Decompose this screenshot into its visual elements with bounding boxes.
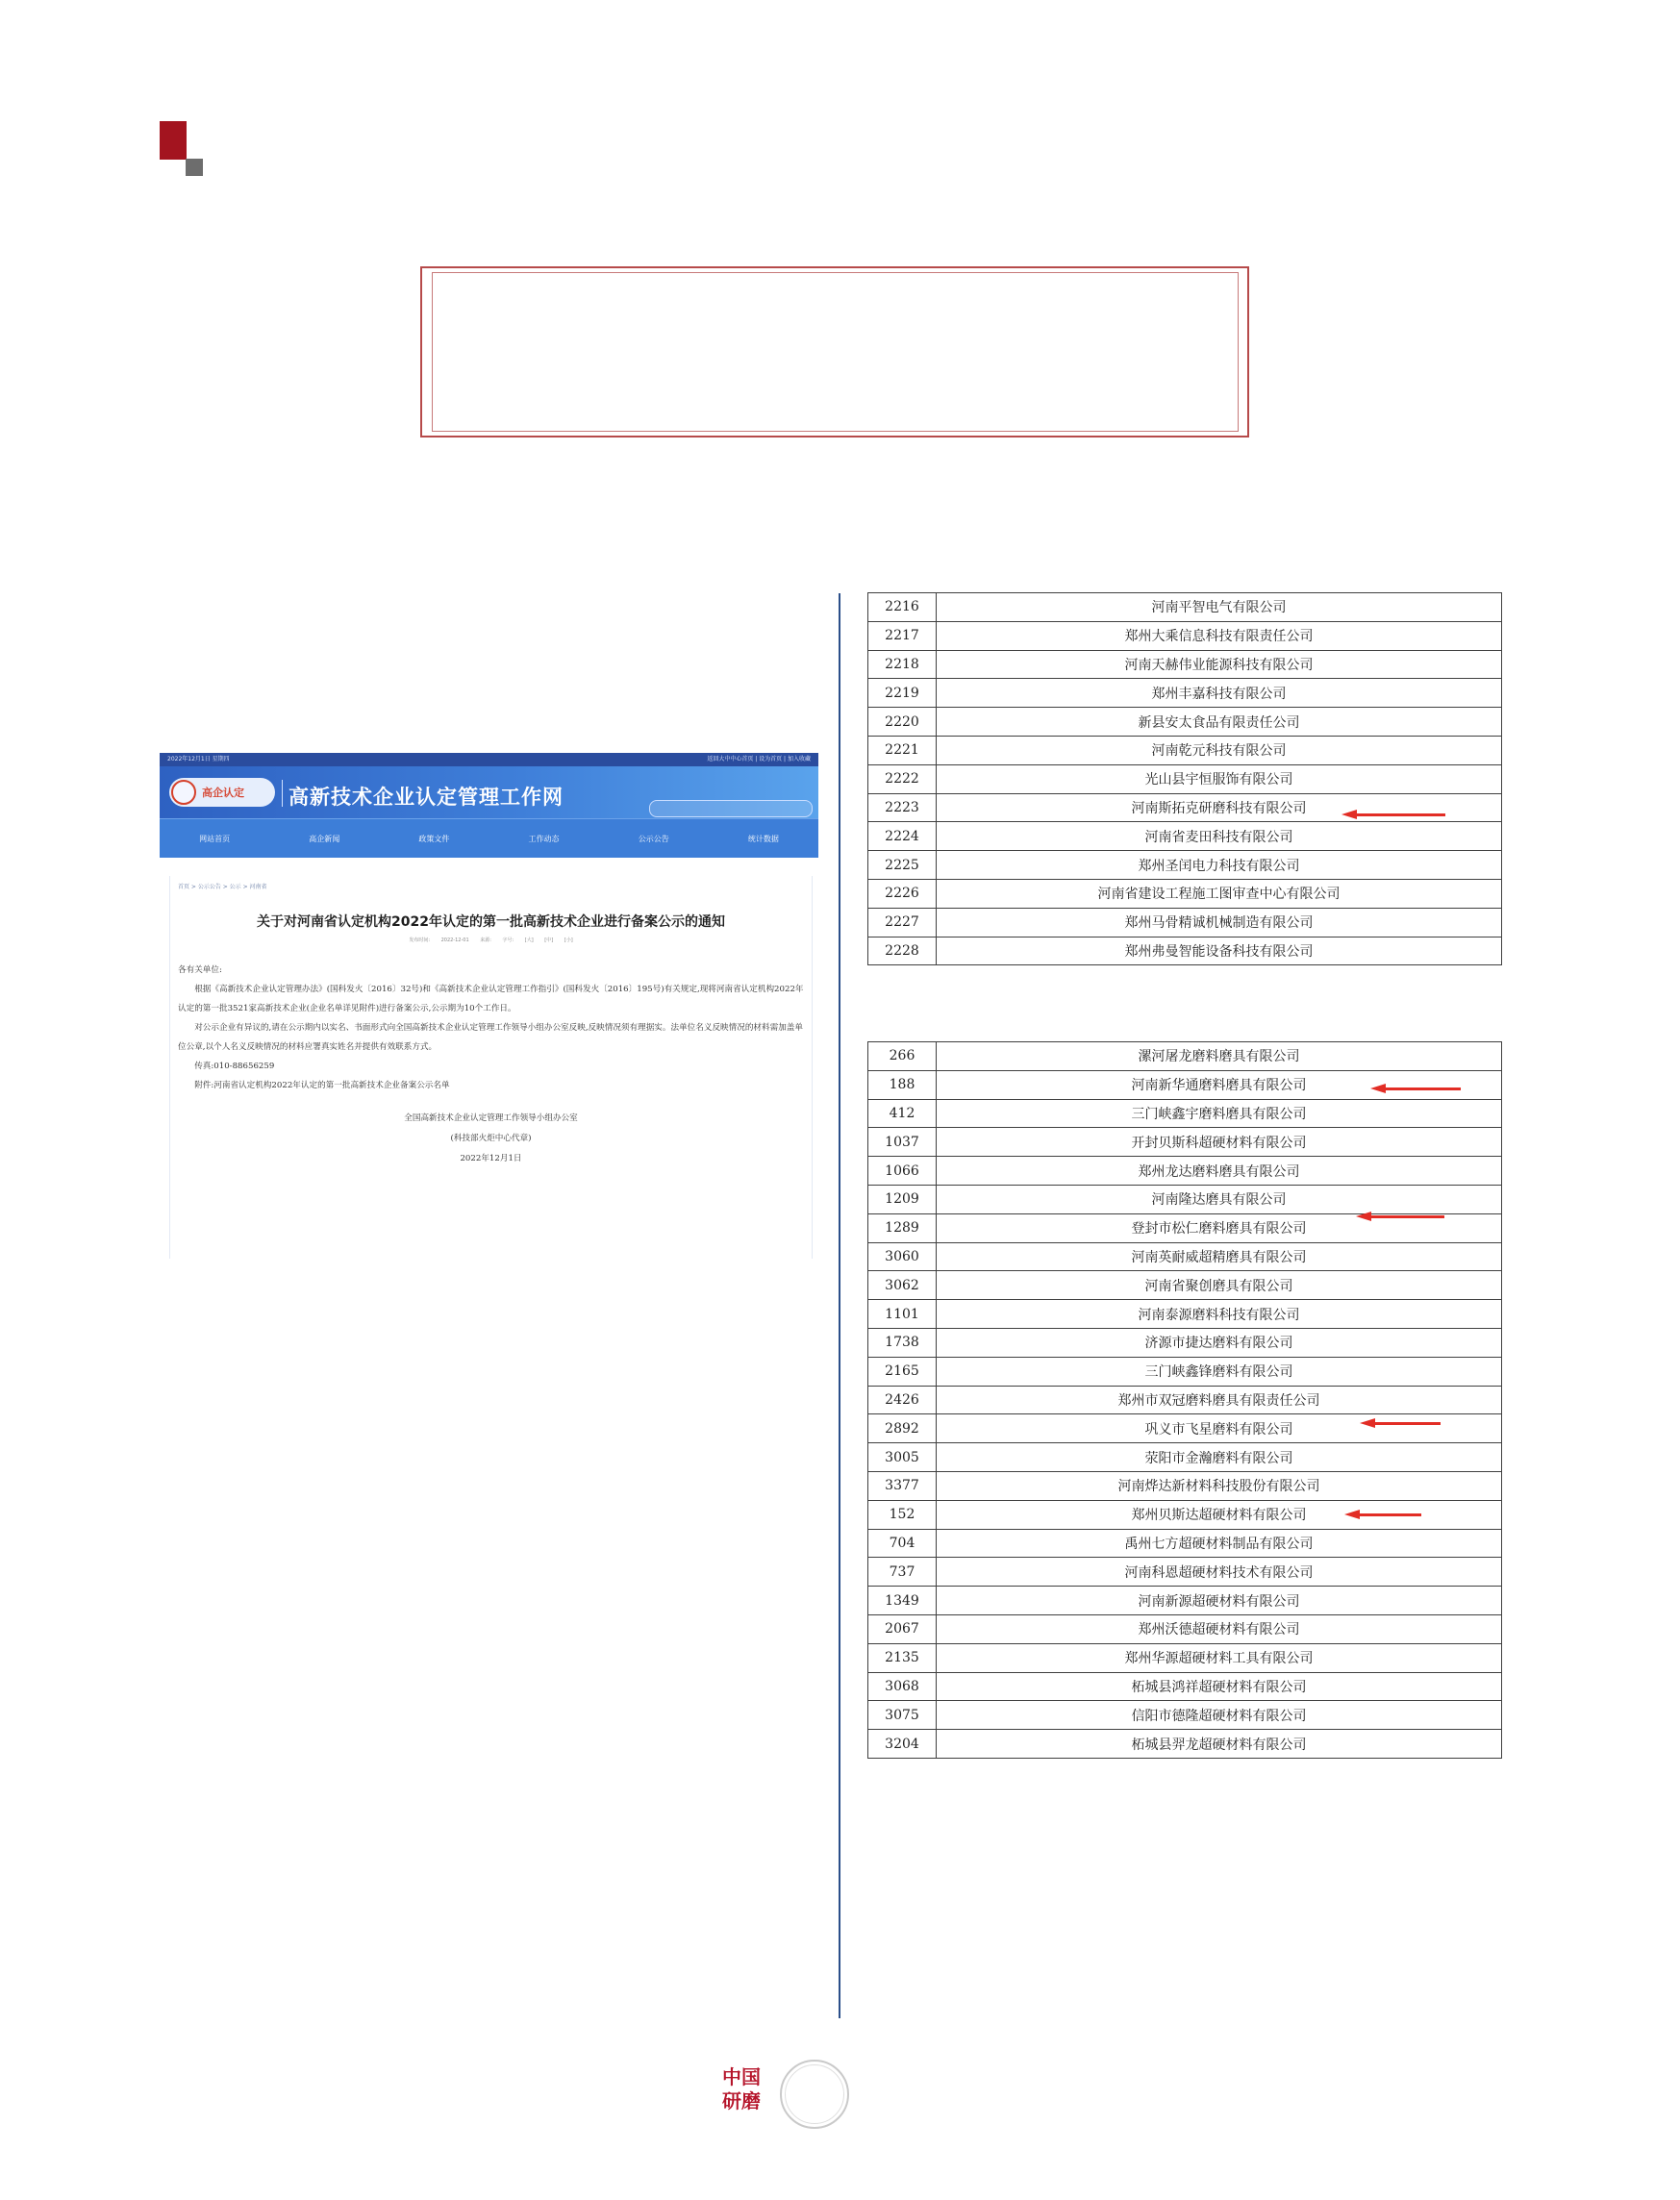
nav-item-work[interactable]: 工作动态 — [528, 834, 560, 843]
site-search-input[interactable] — [649, 800, 813, 817]
article-attachment[interactable]: 附件:河南省认定机构2022年认定的第一批高新技术企业备案公示名单 — [194, 1081, 450, 1090]
company-name: 郑州大乘信息科技有限责任公司 — [937, 621, 1502, 650]
table-row — [868, 1587, 1502, 1615]
article-fax: 传真:010-88656259 — [194, 1062, 275, 1071]
row-number: 2226 — [868, 879, 937, 908]
company-table-top — [867, 592, 1502, 965]
table-row — [868, 679, 1502, 708]
row-number: 266 — [868, 1042, 937, 1071]
article-signature — [170, 1109, 812, 1169]
row-number: 3062 — [868, 1271, 937, 1300]
company-name: 河南英耐威超精磨具有限公司 — [937, 1242, 1502, 1271]
footer-logo-line2: 研磨 — [722, 2089, 761, 2112]
footer-ring-inner-icon — [785, 2064, 844, 2124]
row-number: 2216 — [868, 593, 937, 622]
breadcrumb[interactable]: 首页 > 公示公告 > 公示 > 河南省 — [178, 884, 267, 890]
footer-logo-line1: 中国 — [722, 2065, 761, 2088]
signature-date: 2022年12月1日 — [460, 1154, 522, 1163]
row-number: 1037 — [868, 1128, 937, 1157]
nav-item-policy[interactable]: 政策文件 — [418, 834, 450, 843]
company-name: 河南新华通磨料磨具有限公司 — [937, 1070, 1502, 1099]
article-meta — [170, 937, 812, 943]
table-row — [868, 1300, 1502, 1329]
row-number: 1101 — [868, 1300, 937, 1329]
highlight-arrow — [1370, 1080, 1461, 1097]
table-row — [868, 1128, 1502, 1157]
table-row — [868, 1614, 1502, 1643]
row-number: 3060 — [868, 1242, 937, 1271]
table-row — [868, 1701, 1502, 1730]
site-title: 高新技术企业认定管理工作网 — [288, 785, 564, 809]
company-name: 河南隆达磨具有限公司 — [937, 1185, 1502, 1213]
row-number: 2225 — [868, 851, 937, 880]
table-row — [868, 1471, 1502, 1500]
table-row — [868, 1157, 1502, 1186]
company-name: 河南斯拓克研磨科技有限公司 — [937, 793, 1502, 822]
site-toplinks[interactable]: 返回大中中心首页 | 设为首页 | 加入收藏 — [707, 756, 811, 762]
company-name: 巩义市飞星磨料有限公司 — [937, 1414, 1502, 1443]
company-name: 柘城县羿龙超硬材料有限公司 — [937, 1730, 1502, 1759]
article-salutation: 各有关单位: — [178, 965, 222, 975]
row-number: 2221 — [868, 736, 937, 764]
table-row — [868, 650, 1502, 679]
company-name: 郑州圣闰电力科技有限公司 — [937, 851, 1502, 880]
row-number: 412 — [868, 1099, 937, 1128]
row-number: 2892 — [868, 1414, 937, 1443]
logo-text: 高企认定 — [202, 787, 244, 799]
row-number: 1066 — [868, 1157, 937, 1186]
table-row — [868, 1643, 1502, 1672]
table-row — [868, 1558, 1502, 1587]
company-name: 郑州丰嘉科技有限公司 — [937, 679, 1502, 708]
site-logo[interactable] — [169, 778, 275, 807]
company-name: 郑州市双冠磨料磨具有限责任公司 — [937, 1386, 1502, 1414]
company-name: 郑州华源超硬材料工具有限公司 — [937, 1643, 1502, 1672]
company-name: 河南科恩超硬材料技术有限公司 — [937, 1558, 1502, 1587]
row-number: 2426 — [868, 1386, 937, 1414]
company-name: 济源市捷达磨料有限公司 — [937, 1328, 1502, 1357]
signature-office: 全国高新技术企业认定管理工作领导小组办公室 — [404, 1113, 578, 1123]
row-number: 2228 — [868, 937, 937, 965]
logo-emblem-icon — [171, 780, 196, 805]
row-number: 3005 — [868, 1443, 937, 1472]
table-row — [868, 1042, 1502, 1071]
company-name: 河南烨达新材料科技股份有限公司 — [937, 1471, 1502, 1500]
company-name: 郑州弗曼智能设备科技有限公司 — [937, 937, 1502, 965]
table-row — [868, 736, 1502, 764]
table-row — [868, 764, 1502, 793]
company-name: 河南省麦田科技有限公司 — [937, 822, 1502, 851]
company-name: 河南省建设工程施工图审查中心有限公司 — [937, 879, 1502, 908]
row-number: 3068 — [868, 1672, 937, 1701]
site-topbar — [160, 753, 818, 766]
table-row — [868, 937, 1502, 965]
corner-marker-red — [160, 121, 187, 160]
signature-seal-note: (科技部火炬中心代章) — [450, 1134, 532, 1143]
site-date: 2022年12月1日 星期四 — [167, 756, 230, 762]
company-name: 三门峡鑫宇磨料磨具有限公司 — [937, 1099, 1502, 1128]
website-screenshot — [160, 753, 818, 1259]
row-number: 1349 — [868, 1587, 937, 1615]
company-name: 荥阳市金瀚磨料有限公司 — [937, 1443, 1502, 1472]
company-name: 河南泰源磨料科技有限公司 — [937, 1300, 1502, 1329]
nav-item-news[interactable]: 高企新闻 — [309, 834, 340, 843]
article-meta-fontsize[interactable]: 字号: [大] [中] [小] — [502, 938, 573, 943]
nav-item-stats[interactable]: 统计数据 — [747, 834, 779, 843]
company-name: 新县安太食品有限责任公司 — [937, 708, 1502, 737]
company-name: 河南乾元科技有限公司 — [937, 736, 1502, 764]
article-paragraph: 对公示企业有异议的,请在公示期内以实名、书面形式向全国高新技术企业认定管理工作领导小组办公室反映,反映情况须有理据实。法单位名义反映情况的材料需加盖单位公章,以个人名义反映情况的材料应署真实姓名并提供有效联系方式。 — [178, 1023, 803, 1052]
nav-item-home[interactable]: 网站首页 — [199, 834, 231, 843]
company-name: 柘城县鸿祥超硬材料有限公司 — [937, 1672, 1502, 1701]
row-number: 2165 — [868, 1357, 937, 1386]
row-number: 2218 — [868, 650, 937, 679]
table-row — [868, 1099, 1502, 1128]
company-name: 河南天赫伟业能源科技有限公司 — [937, 650, 1502, 679]
company-name: 河南新源超硬材料有限公司 — [937, 1587, 1502, 1615]
title-frame-inner — [432, 272, 1239, 432]
company-name: 开封贝斯科超硬材料有限公司 — [937, 1128, 1502, 1157]
row-number: 704 — [868, 1529, 937, 1558]
table-row — [868, 1386, 1502, 1414]
table-row — [868, 1242, 1502, 1271]
highlight-arrow — [1356, 1208, 1444, 1225]
row-number: 188 — [868, 1070, 937, 1099]
table-row — [868, 1357, 1502, 1386]
table-row — [868, 1672, 1502, 1701]
row-number: 1289 — [868, 1213, 937, 1242]
table-row — [868, 908, 1502, 937]
row-number: 3204 — [868, 1730, 937, 1759]
row-number: 3075 — [868, 1701, 937, 1730]
company-name: 禹州七方超硬材料制品有限公司 — [937, 1529, 1502, 1558]
company-name: 郑州贝斯达超硬材料有限公司 — [937, 1500, 1502, 1529]
company-name: 登封市松仁磨料磨具有限公司 — [937, 1213, 1502, 1242]
row-number: 3377 — [868, 1471, 937, 1500]
table-row — [868, 1271, 1502, 1300]
company-name: 郑州龙达磨料磨具有限公司 — [937, 1157, 1502, 1186]
row-number: 2227 — [868, 908, 937, 937]
article-meta-date: 发布时间: 2022-12-01 来源: — [409, 938, 491, 943]
highlight-arrow — [1344, 1506, 1421, 1523]
company-name: 河南省聚创磨具有限公司 — [937, 1271, 1502, 1300]
row-number: 2219 — [868, 679, 937, 708]
company-name: 漯河屠龙磨料磨具有限公司 — [937, 1042, 1502, 1071]
highlight-arrow — [1341, 806, 1445, 823]
footer-logo-text — [718, 2065, 765, 2113]
row-number: 2223 — [868, 793, 937, 822]
column-divider — [839, 593, 840, 2018]
table-row — [868, 851, 1502, 880]
row-number: 2224 — [868, 822, 937, 851]
table-row — [868, 593, 1502, 622]
table-row — [868, 1443, 1502, 1472]
company-name: 信阳市德隆超硬材料有限公司 — [937, 1701, 1502, 1730]
company-name: 三门峡鑫锋磨料有限公司 — [937, 1357, 1502, 1386]
corner-marker-gray — [186, 159, 203, 176]
table-row — [868, 822, 1502, 851]
row-number: 152 — [868, 1500, 937, 1529]
row-number: 1738 — [868, 1328, 937, 1357]
site-nav — [160, 818, 818, 858]
row-number: 2067 — [868, 1614, 937, 1643]
company-name: 河南平智电气有限公司 — [937, 593, 1502, 622]
banner-separator — [282, 780, 283, 807]
article-body — [178, 961, 804, 1095]
table-row — [868, 1730, 1502, 1759]
nav-item-notice[interactable]: 公示公告 — [638, 834, 669, 843]
article-panel — [169, 876, 813, 1259]
company-name: 郑州沃德超硬材料有限公司 — [937, 1614, 1502, 1643]
site-banner — [160, 766, 818, 818]
table-row — [868, 1529, 1502, 1558]
row-number: 2220 — [868, 708, 937, 737]
row-number: 1209 — [868, 1185, 937, 1213]
row-number: 737 — [868, 1558, 937, 1587]
company-table-bottom — [867, 1041, 1502, 1759]
row-number: 2135 — [868, 1643, 937, 1672]
article-paragraph: 根据《高新技术企业认定管理办法》(国科发火〔2016〕32号)和《高新技术企业认定管理工作指引》(国科发火〔2016〕195号)有关规定,现将河南省认定机构2022年认定的第一批3521家高新技术企业(企业名单详见附件)进行备案公示,公示期为10个工作日。 — [178, 985, 804, 1013]
table-row — [868, 708, 1502, 737]
row-number: 2222 — [868, 764, 937, 793]
table-row — [868, 621, 1502, 650]
company-name: 郑州马骨精诚机械制造有限公司 — [937, 908, 1502, 937]
table-row — [868, 879, 1502, 908]
table-row — [868, 1328, 1502, 1357]
highlight-arrow — [1360, 1414, 1441, 1432]
company-name: 光山县宇恒服饰有限公司 — [937, 764, 1502, 793]
row-number: 2217 — [868, 621, 937, 650]
article-title: 关于对河南省认定机构2022年认定的第一批高新技术企业进行备案公示的通知 — [257, 914, 725, 930]
